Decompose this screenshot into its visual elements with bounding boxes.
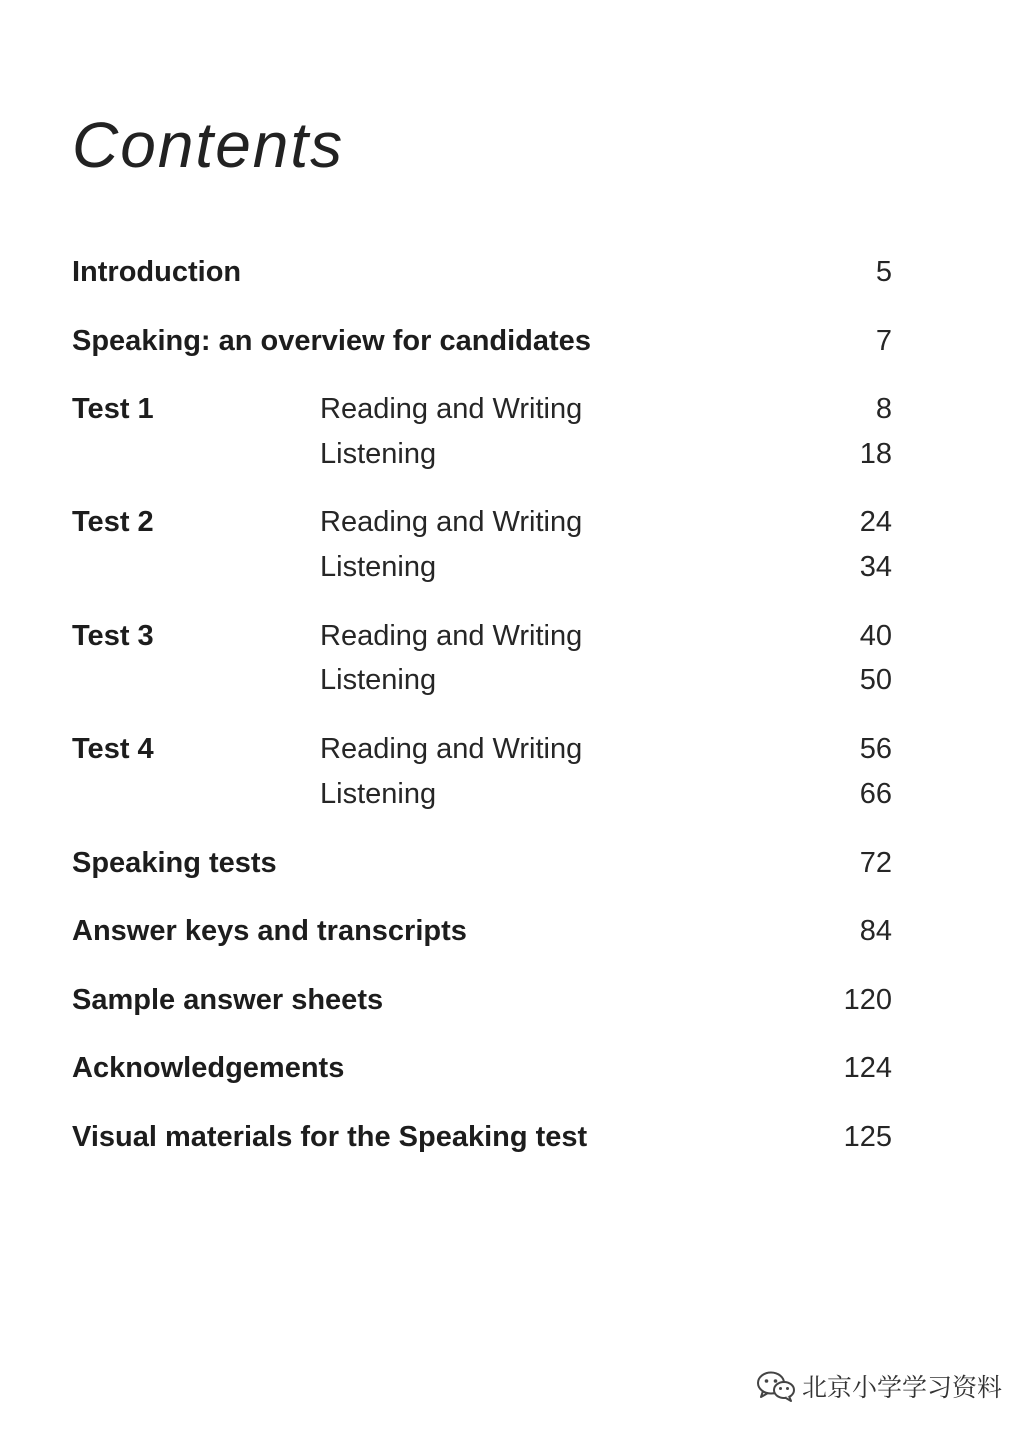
toc-entry-label: Speaking: an overview for candidates [72, 325, 591, 357]
toc-entry-visual-materials [72, 1121, 892, 1161]
toc-entry-label: Speaking tests [72, 847, 277, 879]
toc-entry-test-1-reading [72, 393, 892, 433]
toc-entry-label: Acknowledgements [72, 1052, 345, 1084]
toc-entry-introduction [72, 256, 892, 296]
toc-entry-test-4-reading [72, 733, 892, 773]
wechat-icon [756, 1370, 796, 1402]
toc-entry-page: 24 [859, 506, 892, 538]
table-of-contents [72, 0, 894, 1430]
toc-entry-answer-keys [72, 915, 892, 955]
toc-entry-speaking-tests [72, 847, 892, 887]
toc-entry-sample-answer-sheets [72, 984, 892, 1024]
toc-entry-page: 40 [859, 620, 892, 652]
watermark-text: 北京小学学习资料 [802, 1373, 1003, 1402]
toc-entry-label: Test 3 [72, 620, 154, 652]
toc-entry-page: 125 [843, 1121, 892, 1153]
toc-entry-subsection: Reading and Writing [320, 506, 583, 538]
watermark [756, 1368, 1002, 1404]
toc-entry-page: 56 [859, 733, 892, 765]
toc-entry-acknowledgements [72, 1052, 892, 1092]
toc-entry-page: 84 [859, 915, 892, 947]
toc-entry-test-2-reading [72, 506, 892, 546]
toc-entry-test-1-listening [72, 438, 892, 478]
toc-entry-subsection: Reading and Writing [320, 393, 583, 425]
toc-entry-subsection: Listening [320, 438, 437, 470]
toc-entry-subsection: Listening [320, 778, 437, 810]
toc-entry-page: 72 [859, 847, 892, 879]
toc-entry-test-3-listening [72, 664, 892, 704]
toc-entry-page: 124 [843, 1052, 892, 1084]
toc-entry-page: 18 [859, 438, 892, 470]
toc-entry-label: Answer keys and transcripts [72, 915, 467, 947]
toc-entry-label: Introduction [72, 256, 242, 288]
toc-entry-subsection: Listening [320, 551, 437, 583]
toc-entry-page: 34 [859, 551, 892, 583]
toc-entry-page: 8 [875, 393, 892, 425]
toc-entry-test-4-listening [72, 778, 892, 818]
toc-entry-page: 50 [859, 664, 892, 696]
toc-entry-subsection: Reading and Writing [320, 733, 583, 765]
toc-entry-page: 120 [843, 984, 892, 1016]
toc-entry-subsection: Listening [320, 664, 437, 696]
toc-entry-test-2-listening [72, 551, 892, 591]
toc-entry-label: Test 2 [72, 506, 154, 538]
toc-entry-page: 7 [875, 325, 892, 357]
toc-entry-label: Test 1 [72, 393, 154, 425]
toc-entry-label: Sample answer sheets [72, 984, 384, 1016]
toc-entry-page: 66 [859, 778, 892, 810]
toc-entry-label: Test 4 [72, 733, 154, 765]
page-title: Contents [72, 109, 345, 181]
toc-entry-speaking-overview [72, 325, 892, 365]
toc-entry-test-3-reading [72, 620, 892, 660]
toc-entry-page: 5 [875, 256, 892, 288]
toc-entry-label: Visual materials for the Speaking test [72, 1121, 588, 1153]
toc-entry-subsection: Reading and Writing [320, 620, 583, 652]
